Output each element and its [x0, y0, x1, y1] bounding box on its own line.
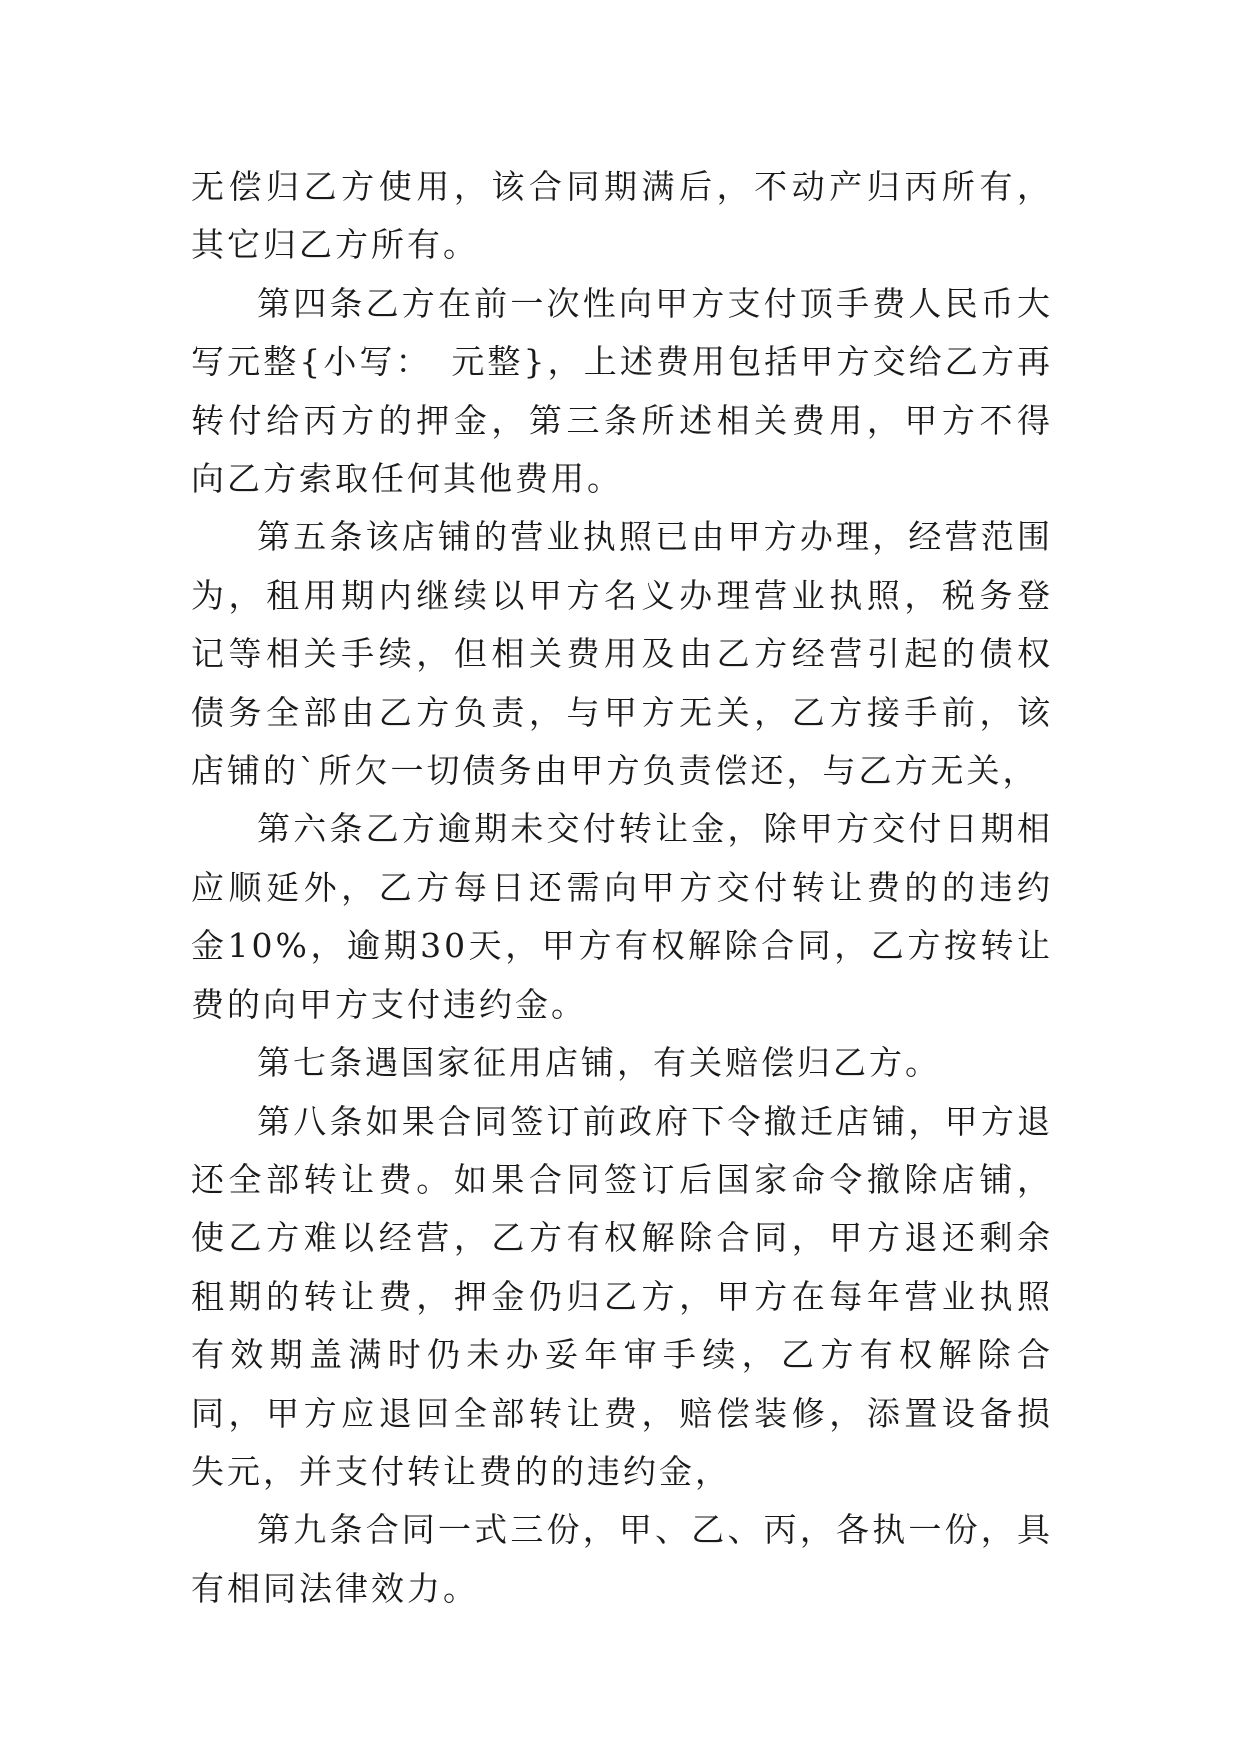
paragraph-article-8: 第八条如果合同签订前政府下令撤迁店铺，甲方退还全部转让费。如果合同签订后国家命令撤除店铺，使乙方难以经营，乙方有权解除合同，甲方退还剩余租期的转让费，押金仍归乙方，甲方在每年营业执照有效期盖满时仍未办妥年审手续，乙方有权解除合同，甲方应退回全部转让费，赔偿装修，添置设备损失元，并支付转让费的的违约金，	[191, 1101, 1053, 1491]
paragraph-article-6: 第六条乙方逾期未交付转让金，除甲方交付日期相应顺延外，乙方每日还需向甲方交付转让费的的违约金10%，逾期30天，甲方有权解除合同，乙方按转让费的向甲方支付违约金。	[191, 809, 1053, 1024]
paragraph-article-4: 第四条乙方在前一次性向甲方支付顶手费人民币大写元整{小写： 元整}，上述费用包括甲方交给乙方再转付给丙方的押金，第三条所述相关费用，甲方不得向乙方索取任何其他费用。	[191, 283, 1053, 499]
document-body	[191, 158, 1053, 1618]
paragraph-continuation: 无偿归乙方使用，该合同期满后，不动产归丙所有，其它归乙方所有。	[191, 167, 1053, 265]
paragraph-article-5: 第五条该店铺的营业执照已由甲方办理，经营范围为，租用期内继续以甲方名义办理营业执照，税务登记等相关手续，但相关费用及由乙方经营引起的债权债务全部由乙方负责，与甲方无关，乙方接手前，该店铺的`所欠一切债务由甲方负责偿还，与乙方无关，	[191, 517, 1053, 791]
paragraph-article-9: 第九条合同一式三份，甲、乙、丙，各执一份，具有相同法律效力。	[191, 1510, 1053, 1608]
paragraph-article-7: 第七条遇国家征用店铺，有关赔偿归乙方。	[257, 1043, 941, 1083]
